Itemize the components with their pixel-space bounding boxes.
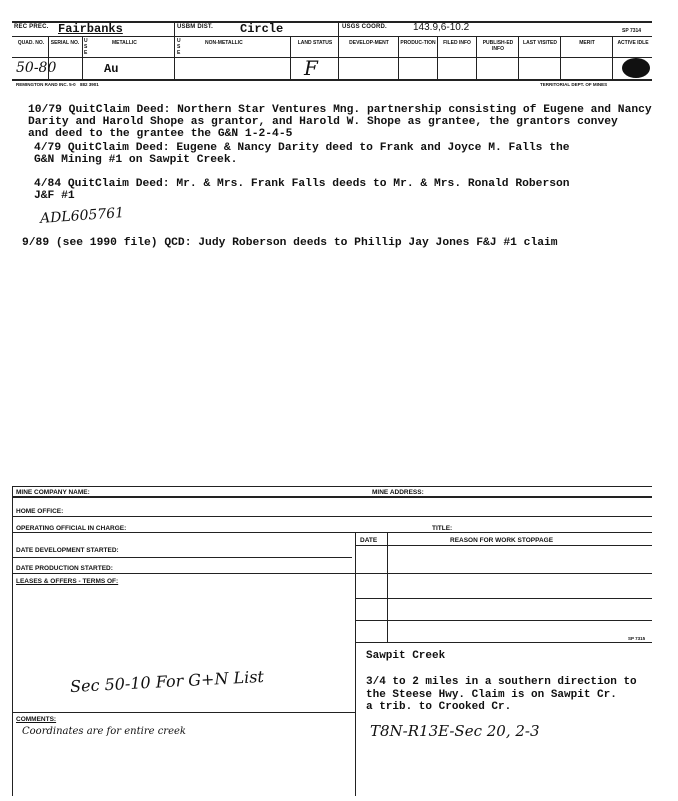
- quad-value: 50-80: [16, 60, 57, 76]
- dept-note: TERRITORIAL DEPT. OF MINES: [540, 82, 608, 87]
- entry-1: 10/79 QuitClaim Deed: Northern Star Ventures Mng. partnership consisting of Eugene and Nancy Darity and Harold Shope as grantor, and Harold W. Shope as grantee, the grantors convey and deed to the grantee the G&N 1-2-4-5: [28, 104, 652, 140]
- home-office-label: HOME OFFICE:: [16, 508, 64, 515]
- operating-official-label: OPERATING OFFICIAL IN CHARGE:: [16, 525, 127, 532]
- leases-label: LEASES & OFFERS - TERMS OF:: [16, 578, 119, 585]
- date-col-label: DATE: [360, 537, 378, 544]
- col-active: ACTIVE IDLE: [617, 40, 649, 46]
- handwritten-id: ADL605761: [39, 205, 125, 227]
- comments-label: COMMENTS:: [16, 716, 57, 723]
- entry-2: 4/79 QuitClaim Deed: Eugene & Nancy Darity deed to Frank and Joyce M. Falls the G&N Mining #1 on Sawpit Creek.: [34, 142, 570, 166]
- active-idle-mark: [622, 58, 650, 78]
- rec-prec-value: Fairbanks: [58, 22, 123, 36]
- handwritten-township: T8N-R13E-Sec 20, 2-3: [370, 722, 540, 740]
- entry-4: 9/89 (see 1990 file) QCD: Judy Roberson deeds to Phillip Jay Jones F&J #1 claim: [22, 237, 558, 249]
- col-publish: PUBLISH-ED INFO: [482, 40, 514, 52]
- usbm-dist-value: Circle: [240, 22, 284, 36]
- metallic-value: Au: [104, 62, 119, 76]
- printer-codes: 882 3901: [80, 82, 99, 87]
- form-number-top: SP 7314: [622, 28, 642, 34]
- col-metallic: METALLIC: [112, 40, 137, 46]
- date-dev-started-label: DATE DEVELOPMENT STARTED:: [16, 547, 119, 554]
- handwritten-sec: Sec 50-10 For G+N List: [69, 666, 265, 697]
- location-name: Sawpit Creek: [366, 650, 446, 662]
- printer-note: REMINGTON RAND INC. 5-0: [16, 82, 76, 87]
- land-status-value: F: [304, 56, 318, 80]
- entry-3: 4/84 QuitClaim Deed: Mr. & Mrs. Frank Falls deeds to Mr. & Mrs. Ronald Roberson J&F #1: [34, 178, 570, 202]
- title-label: TITLE:: [432, 525, 453, 532]
- form-number-bottom: SP 7315: [628, 636, 646, 641]
- col-land-status: LAND STATUS: [297, 40, 333, 46]
- usgs-coord-label: USGS COORD.: [342, 24, 387, 30]
- col-last: LAST VISITED: [523, 40, 557, 46]
- location-desc: 3/4 to 2 miles in a southern direction to the Steese Hwy. Claim is on Sawpit Cr. a trib. to Crooked Cr.: [366, 676, 637, 713]
- mine-company-label: MINE COMPANY NAME:: [16, 489, 90, 496]
- mine-address-label: MINE ADDRESS:: [372, 489, 424, 496]
- col-produc: PRODUC-TION: [400, 40, 436, 46]
- handwritten-comments: Coordinates are for entire creek: [22, 726, 186, 737]
- usc-letters-2: U S E: [177, 38, 181, 56]
- col-filed: FILED INFO: [443, 40, 471, 46]
- usc-letters-1: U S E: [84, 38, 88, 56]
- col-develop: DEVELOP-MENT: [349, 40, 389, 46]
- rec-prec-label: REC PREC.: [14, 24, 49, 30]
- usgs-coord-value: 143.9,6-10.2: [413, 22, 470, 33]
- date-prod-started-label: DATE PRODUCTION STARTED:: [16, 565, 113, 572]
- col-quad: QUAD. NO.: [17, 40, 45, 46]
- usbm-dist-label: USBM DIST.: [177, 24, 214, 30]
- col-serial: SERIAL NO.: [50, 40, 80, 46]
- reason-col-label: REASON FOR WORK STOPPAGE: [450, 537, 554, 544]
- col-merit: MERIT: [579, 40, 595, 46]
- col-nonmetallic: NON-METALLIC: [205, 40, 243, 46]
